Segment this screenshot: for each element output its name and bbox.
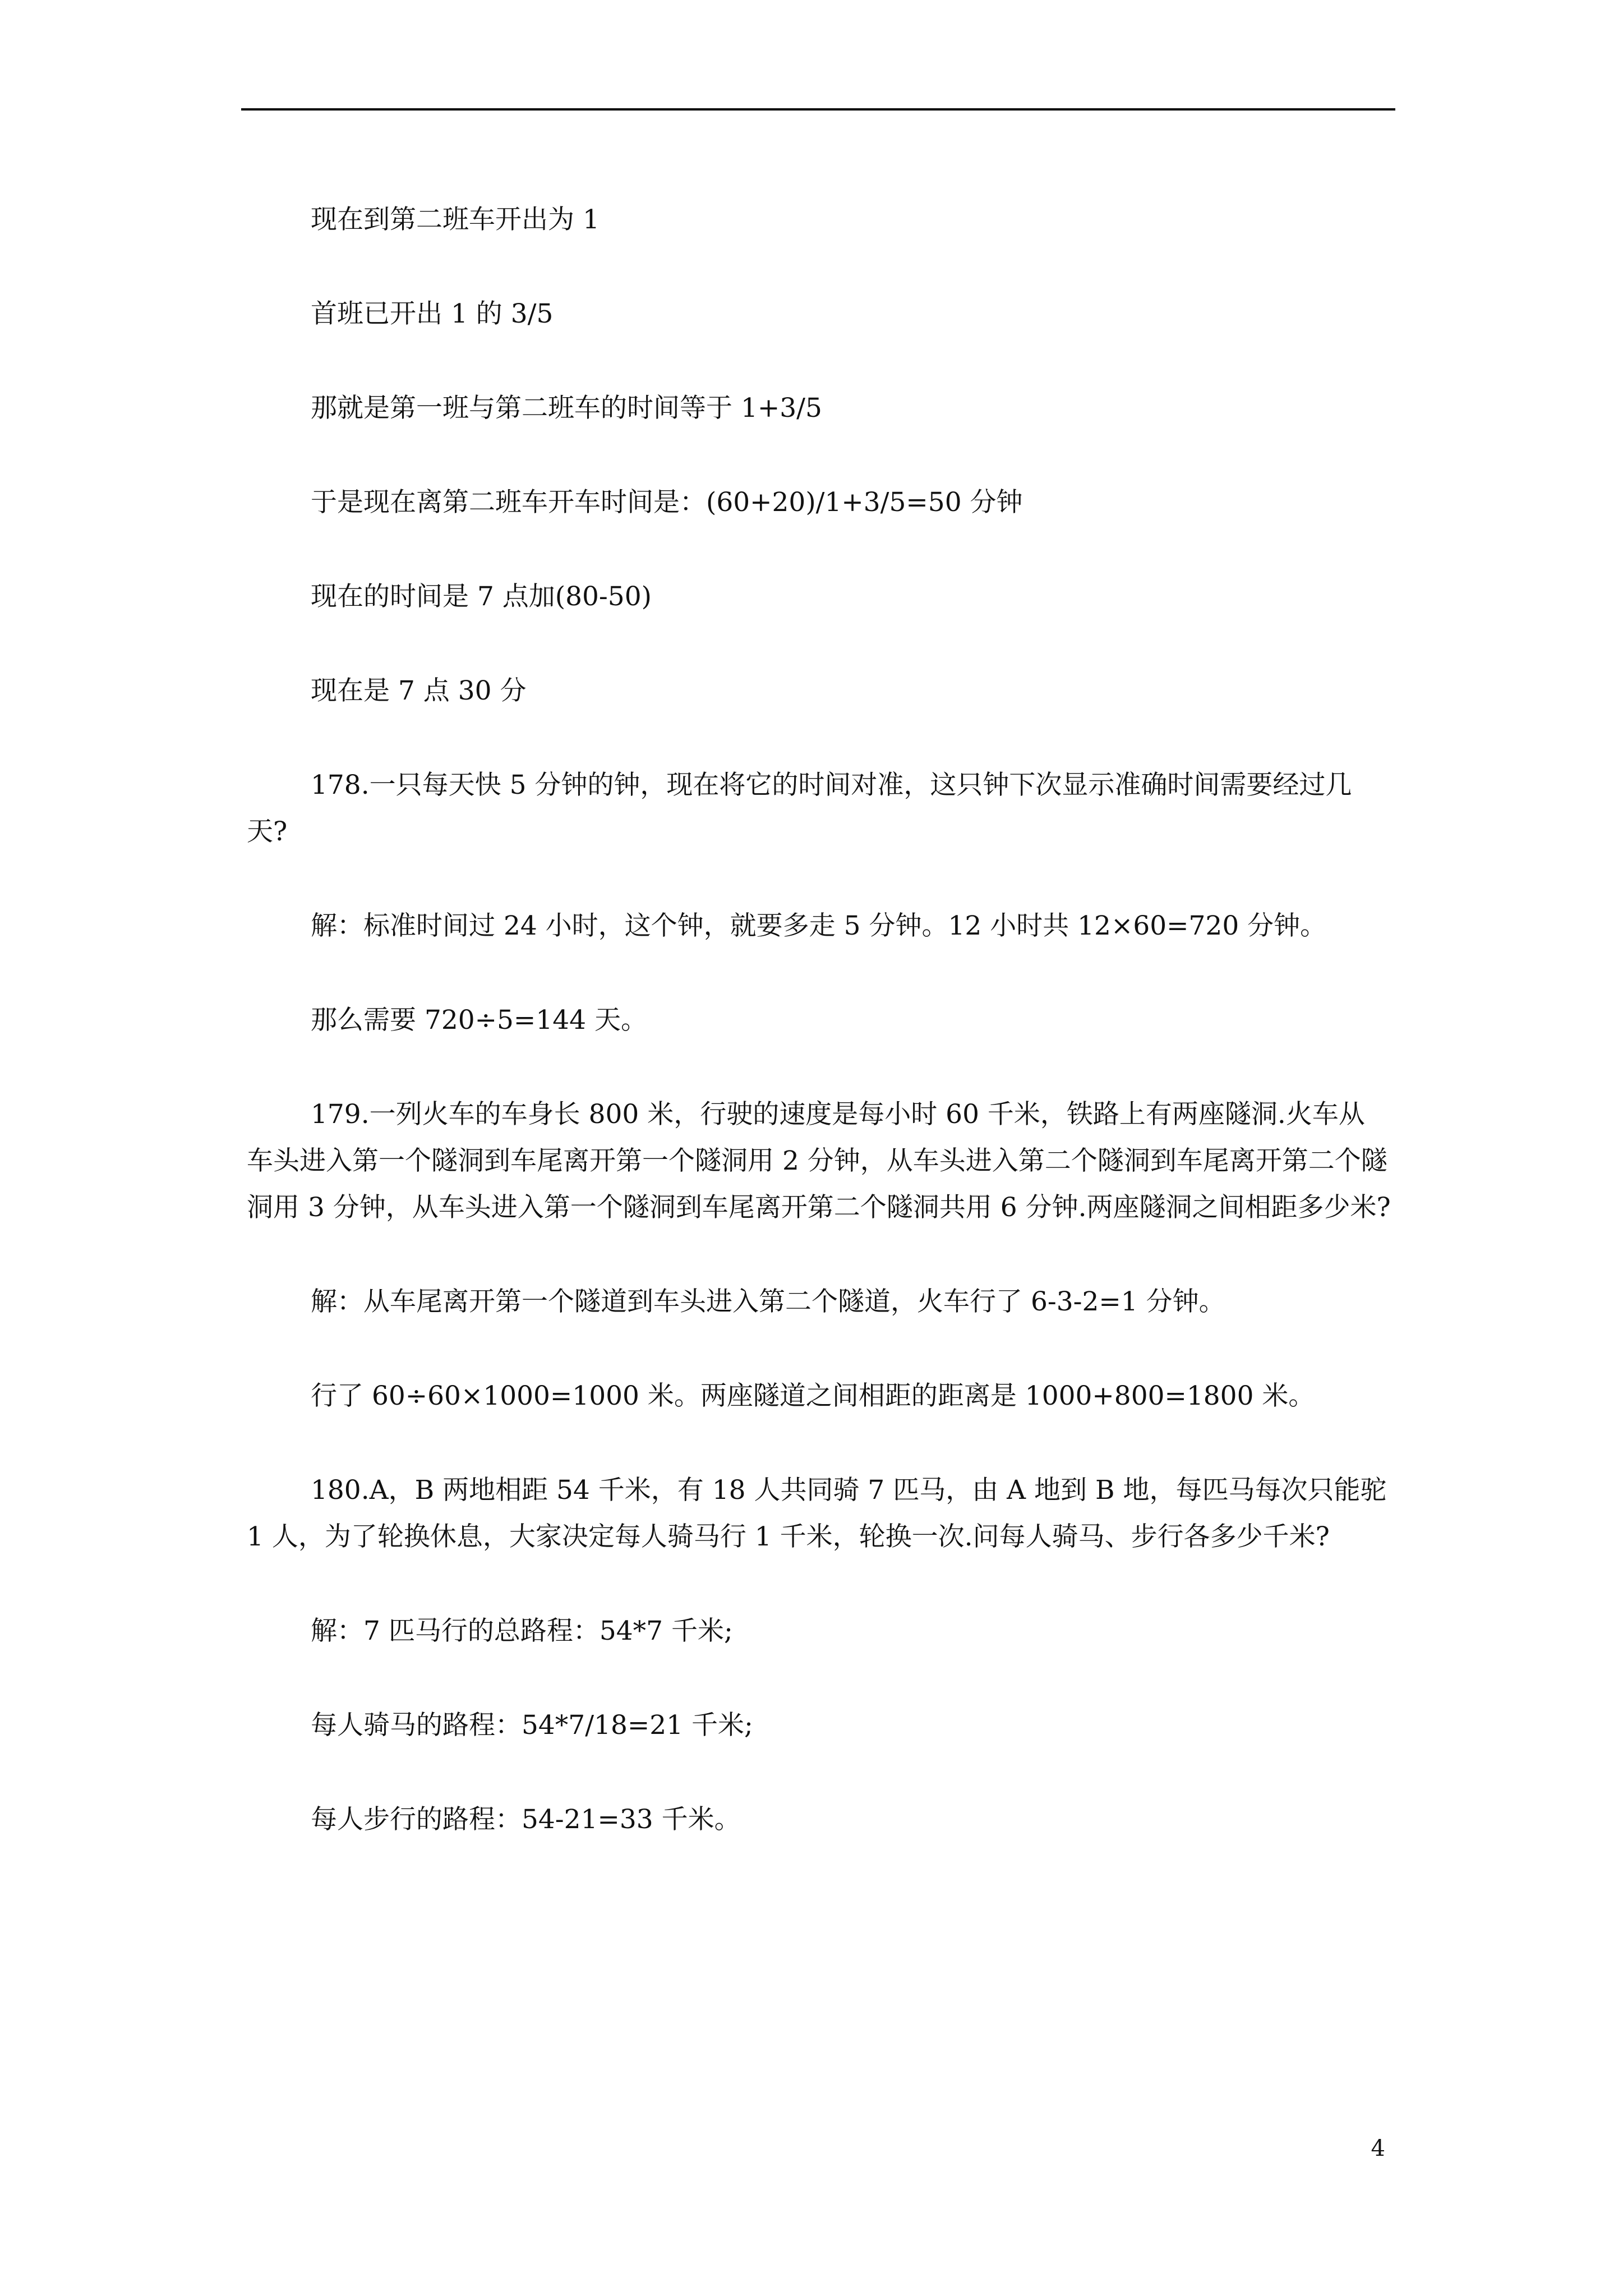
paragraph: 于是现在离第二班车开车时间是：(60+20)/1+3/5=50 分钟 — [311, 487, 1023, 518]
answer-paragraph: 解：从车尾离开第一个隧道到车头进入第二个隧道，火车行了 6-3-2=1 分钟。 — [311, 1286, 1225, 1317]
question-paragraph: 178.一只每天快 5 分钟的钟，现在将它的时间对准，这只钟下次显示准确时间需要经过几天? — [247, 770, 1352, 847]
paragraph: 现在到第二班车开出为 1 — [311, 204, 600, 235]
document-body — [247, 196, 1391, 1843]
question-paragraph: 179.一列火车的车身长 800 米，行驶的速度是每小时 60 千米，铁路上有两座隧洞.火车从车头进入第一个隧洞到车尾离开第一个隧洞用 2 分钟，从车头进入第二个隧洞到车尾离开第二个隧洞用 3 分钟，从车头进入第一个隧洞到车尾离开第二个隧洞共用 6 分钟.两座隧洞之间相距多少米? — [247, 1099, 1391, 1223]
answer-paragraph: 那么需要 720÷5=144 天。 — [311, 1005, 647, 1036]
answer-paragraph: 解：标准时间过 24 小时，这个钟，就要多走 5 分钟。12 小时共 12×60=720 分钟。 — [311, 910, 1327, 941]
answer-paragraph: 解：7 匹马行的总路程：54*7 千米; — [311, 1616, 733, 1646]
answer-paragraph: 每人步行的路程：54-21=33 千米。 — [311, 1804, 741, 1835]
page-number: 4 — [1371, 2136, 1385, 2161]
paragraph: 那就是第一班与第二班车的时间等于 1+3/5 — [311, 393, 822, 424]
paragraph: 首班已开出 1 的 3/5 — [311, 298, 554, 329]
answer-paragraph: 每人骑马的路程：54*7/18=21 千米; — [311, 1710, 753, 1741]
header-rule — [241, 108, 1395, 111]
paragraph: 现在的时间是 7 点加(80-50) — [311, 581, 652, 612]
answer-paragraph: 行了 60÷60×1000=1000 米。两座隧道之间相距的距离是 1000+800=1800 米。 — [311, 1381, 1315, 1411]
paragraph: 现在是 7 点 30 分 — [311, 675, 527, 706]
question-paragraph: 180.A，B 两地相距 54 千米，有 18 人共同骑 7 匹马，由 A 地到 B 地，每匹马每次只能驼 1 人，为了轮换休息，大家决定每人骑马行 1 千米，轮换一次.问每人骑马、步行各多少千米? — [247, 1475, 1387, 1552]
